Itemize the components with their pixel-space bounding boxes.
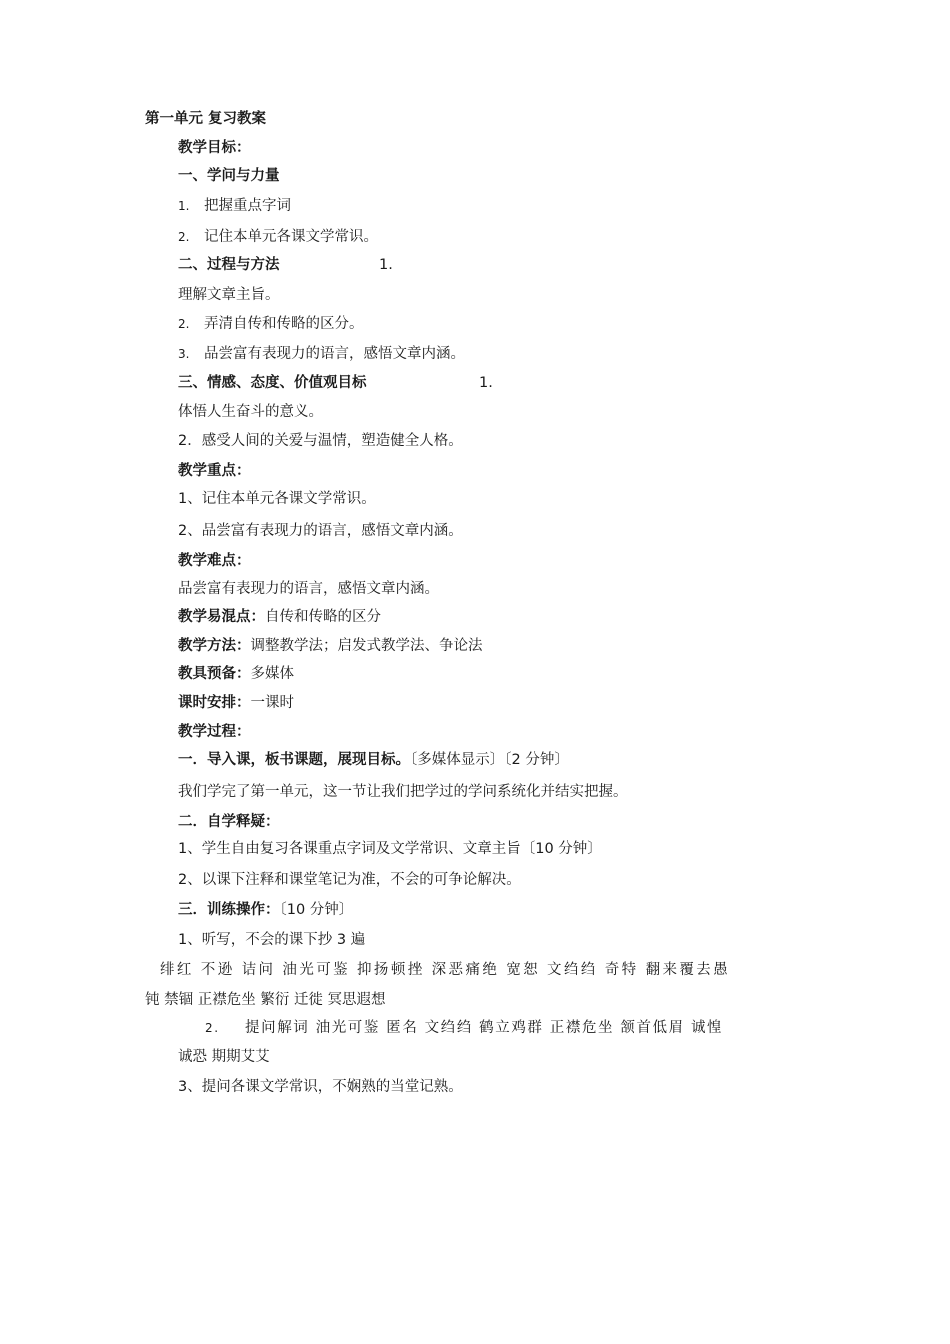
list-item-continuation: 诚恐 期期艾艾 [178,1049,270,1065]
difficulty-text: 品尝富有表现力的语言，感悟文章内涵。 [178,581,439,597]
field-value: 调整教学法；启发式教学法、争论法 [250,638,483,654]
list-item: 1、学生自由复习各课重点字词及文学常识、文章主旨〔10 分钟〕 [178,841,602,857]
step2-label: 二．自学释疑： [178,814,280,830]
step-label: 三．训练操作： [178,902,280,918]
step-note: 〔多媒体显示〕〔2 分钟〕 [410,752,569,768]
field-label: 教学方法： [178,638,251,654]
difficulty-heading: 教学难点： [178,553,251,569]
field-value: 一课时 [250,695,294,711]
list-number: 2. [178,230,190,244]
list-item-text: 体悟人生奋斗的意义。 [178,404,323,420]
confusion-line [178,607,381,627]
list-item: 2. 弄清自传和传略的区分。 [178,316,364,332]
section-process-heading: 二、过程与方法 [178,257,280,273]
schedule-line [178,693,294,713]
section-knowledge-heading: 一、学问与力量 [178,168,280,184]
list-item: 3. 品尝富有表现力的语言，感悟文章内涵。 [178,346,465,362]
step-label: 一．导入课，板书课题，展现目标。 [178,752,410,768]
key-points-heading: 教学重点： [178,463,251,479]
list-item: 3、提问各课文学常识，不娴熟的当堂记熟。 [178,1079,463,1095]
list-number: 1. [479,375,493,391]
field-label: 教学易混点： [178,609,265,625]
list-item: 2. 提问解词 油光可鉴 匿名 文绉绉 鹤立鸡群 正襟危坐 颔首低眉 诚惶 [205,1020,724,1036]
list-number: 1. [178,199,190,213]
objectives-heading: 教学目标： [178,140,251,156]
list-number: 2. [178,317,190,331]
field-label: 教具预备： [178,666,251,682]
step3-line [178,900,353,920]
step1-line [178,750,569,770]
field-value: 多媒体 [250,666,294,682]
list-item-text: 理解文章主旨。 [178,287,280,303]
field-value: 自传和传略的区分 [265,609,381,625]
section-values-heading: 三、情感、态度、价值观目标 [178,375,367,391]
dictation-words-line: 钝 禁锢 正襟危坐 繁衍 迁徙 冥思遐想 [145,992,386,1008]
document-title: 第一单元 复习教案 [145,111,267,127]
tools-line [178,664,294,684]
list-number: 2. [205,1021,220,1035]
list-item: 1、听写，不会的课下抄 3 遍 [178,932,366,948]
list-number: 3. [178,347,190,361]
list-item: 2、以课下注释和课堂笔记为准，不会的可争论解决。 [178,872,521,888]
methods-line [178,636,483,656]
list-item: 2．感受人间的关爱与温情，塑造健全人格。 [178,433,463,449]
process-heading: 教学过程： [178,724,251,740]
list-number: 1. [379,257,393,273]
list-item: 1. 把握重点字词 [178,198,291,214]
step1-text: 我们学完了第一单元，这一节让我们把学过的学问系统化并结实把握。 [178,784,628,800]
dictation-words-line: 绯红 不逊 诘问 油光可鉴 抑扬顿挫 深恶痛绝 宽恕 文绉绉 奇特 翻来覆去愚 [160,962,731,978]
field-label: 课时安排： [178,695,251,711]
list-item: 1、记住本单元各课文学常识。 [178,491,376,507]
step-note: 〔10 分钟〕 [279,902,354,918]
list-item: 2. 记住本单元各课文学常识。 [178,229,378,245]
list-item: 2、品尝富有表现力的语言，感悟文章内涵。 [178,523,463,539]
